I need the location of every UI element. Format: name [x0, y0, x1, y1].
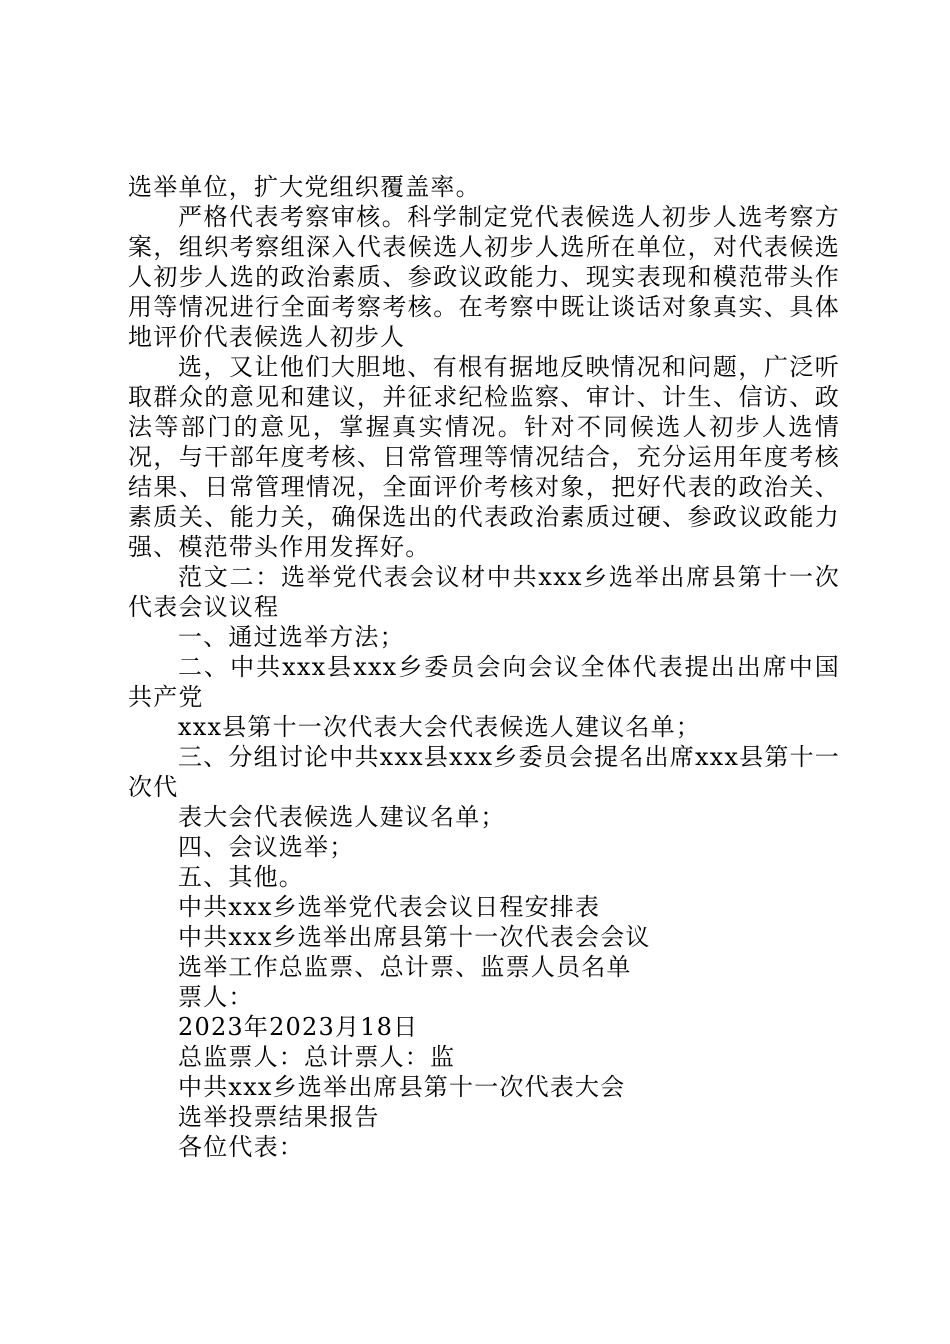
agenda-item-5: 五、其他。: [178, 863, 304, 891]
paragraph-1: 选举单位，扩大党组织覆盖率。: [128, 173, 481, 201]
paragraph-3: 选，又让他们大胆地、有根有据地反映情况和问题，广泛听取群众的意见和建议，并征求纪检监察、审计、计生、信访、政法等部门的意见，掌握真实情况。针对不同候选人初步人选情况，与干部年度考核、日常管理等情况结合，充分运用年度考核结果、日常管理情况，全面评价考核对象，把好代表的政治关、素质关、能力关，确保选出的代表政治素质过硬、参政议政能力强、模范带头作用发挥好。: [128, 353, 840, 561]
report-org-title: 中共xxx乡选举出席县第十一次代表大会: [178, 1073, 626, 1101]
agenda-item-1: 一、通过选举方法；: [178, 623, 405, 651]
document-body: [128, 172, 840, 1162]
vote-counter-label: 票人：: [178, 983, 254, 1011]
schedule-title: 中共xxx乡选举党代表会议日程安排表: [178, 893, 601, 921]
agenda-item-3-cont: 表大会代表候选人建议名单；: [178, 803, 506, 831]
paragraph-2: 严格代表考察审核。科学制定党代表候选人初步人选考察方案，组织考察组深入代表候选人初步人选所在单位，对代表候选人初步人选的政治素质、参政议政能力、现实表现和模范带头作用等情况进行全面考察考核。在考察中既让谈话对象真实、具体地评价代表候选人初步人: [128, 203, 840, 351]
date-line: 2023年2023月18日: [178, 1013, 419, 1041]
agenda-item-4: 四、会议选举；: [178, 833, 355, 861]
report-title: 选举投票结果报告: [178, 1103, 380, 1131]
meeting-title: 中共xxx乡选举出席县第十一次代表会会议: [178, 923, 651, 951]
salutation: 各位代表：: [178, 1133, 304, 1161]
paragraph-4: 范文二：选举党代表会议材中共xxx乡选举出席县第十一次代表会议议程: [128, 563, 840, 621]
agenda-item-2-cont: xxx县第十一次代表大会代表候选人建议名单；: [178, 713, 702, 741]
agenda-item-2: 二、中共xxx县xxx乡委员会向会议全体代表提出出席中国共产党: [128, 653, 840, 711]
staff-list-title: 选举工作总监票、总计票、监票人员名单: [178, 953, 632, 981]
agenda-item-3: 三、分组讨论中共xxx县xxx乡委员会提名出席xxx县第十一次代: [128, 743, 840, 801]
supervisors-line: 总监票人：总计票人：监: [178, 1043, 456, 1071]
